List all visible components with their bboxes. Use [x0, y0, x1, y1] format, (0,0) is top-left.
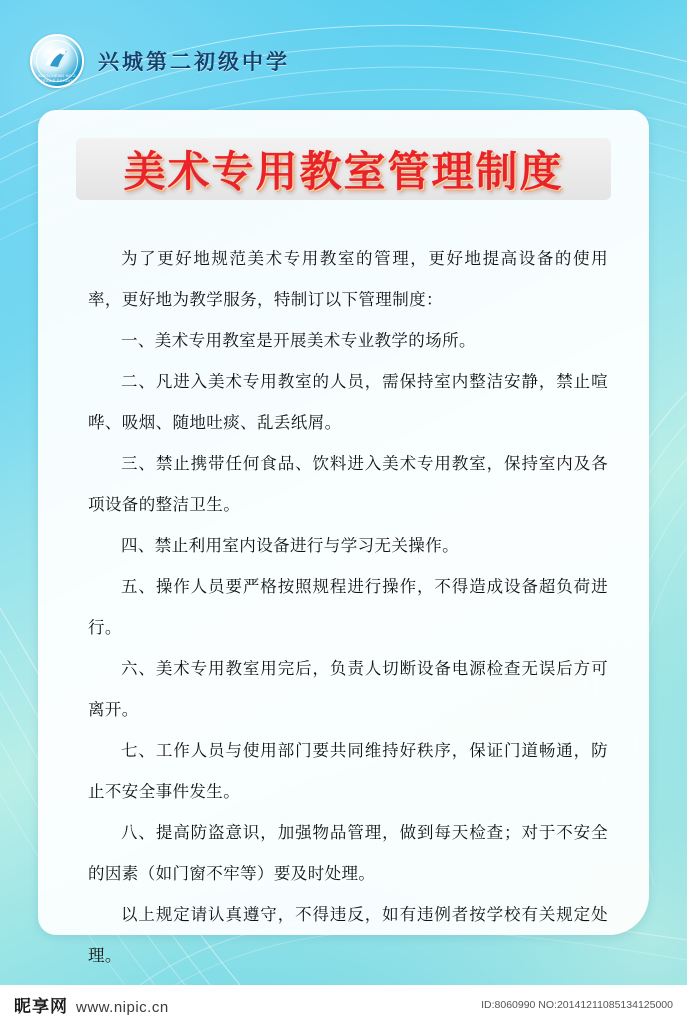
paragraph: 五、操作人员要严格按照规程进行操作，不得造成设备超负荷进行。	[88, 577, 608, 637]
title-plate	[76, 138, 611, 200]
paragraph: 为了更好地规范美术专用教室的管理，更好地提高设备的使用率，更好地为教学服务，特制订以下管理制度：	[88, 249, 608, 309]
content-card	[38, 110, 649, 965]
logo-caption: XINGCHENG NO.2 MIDDLE SCHOOL	[38, 73, 76, 83]
paragraph: 七、工作人员与使用部门要共同维持好秩序，保证门道畅通，防止不安全事件发生。	[88, 741, 608, 801]
paragraph: 六、美术专用教室用完后，负责人切断设备电源检查无误后方可离开。	[88, 659, 608, 719]
logo-emblem-icon	[42, 45, 72, 71]
school-name: 兴城第二初级中学	[98, 49, 290, 74]
regulations-text	[88, 238, 608, 976]
poster-header	[30, 34, 290, 88]
paragraph: 八、提高防盗意识，加强物品管理，做到每天检查；对于不安全的因素（如门窗不牢等）要及时处理。	[88, 823, 608, 883]
page-title: 美术专用教室管理制度	[123, 147, 564, 196]
school-logo-icon	[30, 34, 84, 88]
asset-id-code: ID:8060990 NO:20141211085134125000	[481, 998, 673, 1011]
paragraph: 三、禁止携带任何食品、饮料进入美术专用教室，保持室内及各项设备的整洁卫生。	[88, 454, 608, 514]
paragraph: 二、凡进入美术专用教室的人员，需保持室内整洁安静，禁止喧哗、吸烟、随地吐痰、乱丢纸屑。	[88, 372, 608, 432]
site-brand[interactable]	[14, 992, 169, 1017]
paragraph: 四、禁止利用室内设备进行与学习无关操作。	[121, 536, 459, 555]
footer-bar	[0, 985, 687, 1024]
brand-name: 昵享网	[14, 997, 68, 1017]
paragraph: 一、美术专用教室是开展美术专业教学的场所。	[121, 331, 476, 350]
brand-url[interactable]: www.nipic.cn	[76, 999, 169, 1016]
paragraph: 以上规定请认真遵守，不得违反，如有违例者按学校有关规定处理。	[88, 905, 608, 965]
